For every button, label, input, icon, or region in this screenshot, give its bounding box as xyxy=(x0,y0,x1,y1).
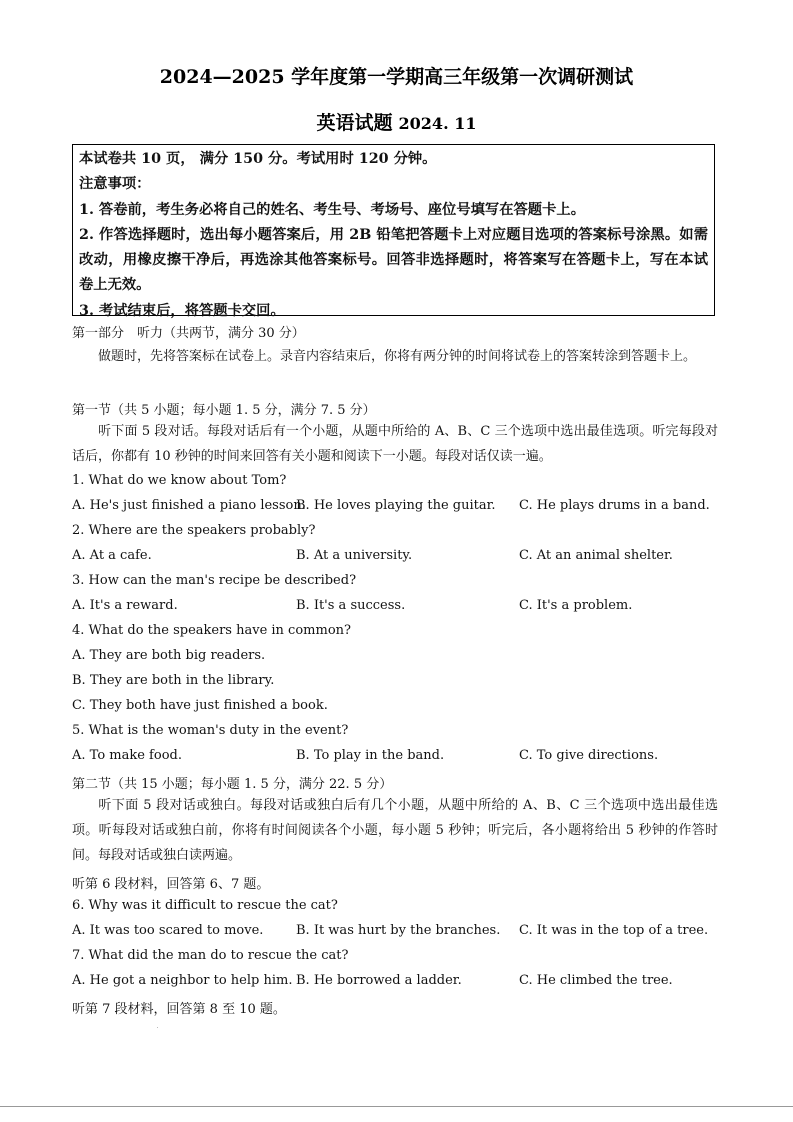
question-7: 7. What did the man do to rescue the cat? xyxy=(72,948,349,963)
scan-dot xyxy=(157,1027,158,1028)
q4-option-c: C. They both have just finished a book. xyxy=(72,698,328,713)
q5-option-b: B. To play in the band. xyxy=(296,748,445,763)
exam-subtitle xyxy=(0,108,793,135)
q4-option-a: A. They are both big readers. xyxy=(72,648,266,663)
q3-option-b: B. It's a success. xyxy=(296,598,406,613)
question-4: 4. What do the speakers have in common? xyxy=(72,623,351,638)
q7-option-a: A. He got a neighbor to help him. xyxy=(72,973,293,988)
q5-option-c: C. To give directions. xyxy=(519,748,659,763)
section2-instructions: 听下面 5 段对话或独白。每段对话或独白后有几个小题，从题中所给的 A、B、C 三个选项中选出最佳选项。听每段对话或独白前，你将有时间阅读各个小题，每小题 5 秒钟；听完后，各小题将给出 5 秒钟的作答时间。每段对话或独白读两遍。 xyxy=(72,798,718,863)
q1-option-a: A. He's just finished a piano lesson. xyxy=(72,498,306,513)
notice-heading: 注意事项： xyxy=(79,176,151,193)
q7-option-c: C. He climbed the tree. xyxy=(519,973,673,988)
question-2: 2. Where are the speakers probably? xyxy=(72,523,316,538)
q3-option-c: C. It's a problem. xyxy=(519,598,633,613)
section2-heading: 第二节（共 15 小题；每小题 1. 5 分，满分 22. 5 分） xyxy=(72,777,393,792)
q7-option-b: B. He borrowed a ladder. xyxy=(296,973,462,988)
q5-option-a: A. To make food. xyxy=(72,748,182,763)
q4-option-b: B. They are both in the library. xyxy=(72,673,275,688)
q1-option-b: B. He loves playing the guitar. xyxy=(296,498,496,513)
q3-option-a: A. It's a reward. xyxy=(72,598,178,613)
q2-option-c: C. At an animal shelter. xyxy=(519,548,673,563)
notice-item-3: 3. 考试结束后，将答题卡交回。 xyxy=(79,302,285,319)
q2-option-a: A. At a cafe. xyxy=(72,548,152,563)
section1-heading: 第一节（共 5 小题；每小题 1. 5 分，满分 7. 5 分） xyxy=(72,403,376,418)
material-7-note: 听第 7 段材料，回答第 8 至 10 题。 xyxy=(72,1002,286,1017)
section1-instructions: 听下面 5 段对话。每段对话后有一个小题，从题中所给的 A、B、C 三个选项中选出最佳选项。听完每段对话后，你都有 10 秒钟的时间来回答有关小题和阅读下一小题。每段对话仅读一遍。 xyxy=(72,424,718,464)
question-3: 3. How can the man's recipe be described? xyxy=(72,573,357,588)
notice-line-pages: 本试卷共 10 页， 满分 150 分。考试用时 120 分钟。 xyxy=(79,151,437,167)
question-5: 5. What is the woman's duty in the event? xyxy=(72,723,349,738)
material-6-note: 听第 6 段材料，回答第 6、7 题。 xyxy=(72,877,270,892)
part1-heading: 第一部分 听力（共两节，满分 30 分） xyxy=(72,326,305,341)
subject-label: 英语试题 xyxy=(316,112,393,134)
q6-option-a: A. It was too scared to move. xyxy=(72,923,264,938)
notice-item-1: 1. 答卷前，考生务必将自己的姓名、考生号、考场号、座位号填写在答题卡上。 xyxy=(79,201,585,218)
q6-option-c: C. It was in the top of a tree. xyxy=(519,923,709,938)
q1-option-c: C. He plays drums in a band. xyxy=(519,498,710,513)
part1-instructions: 做题时，先将答案标在试卷上。录音内容结束后，你将有两分钟的时间将试卷上的答案转涂到答题卡上。 xyxy=(98,349,697,364)
notice-box xyxy=(72,144,715,319)
q2-option-b: B. At a university. xyxy=(296,548,413,563)
exam-title: 2024—2025 学年度第一学期高三年级第一次调研测试 xyxy=(159,66,634,88)
question-1: 1. What do we know about Tom? xyxy=(72,473,287,488)
question-6: 6. Why was it difficult to rescue the cat? xyxy=(72,898,338,913)
notice-item-2: 2. 作答选择题时，选出每小题答案后，用 2B 铅笔把答题卡上对应题目选项的答案标号涂黑。如需改动，用橡皮擦干净后，再选涂其他答案标号。回答非选择题时，将答案写在答题卡上，写在本试卷上无效。 xyxy=(79,226,708,294)
page-footer-rule xyxy=(0,1106,793,1107)
exam-date: 2024. 11 xyxy=(398,114,477,133)
q6-option-b: B. It was hurt by the branches. xyxy=(296,923,501,938)
